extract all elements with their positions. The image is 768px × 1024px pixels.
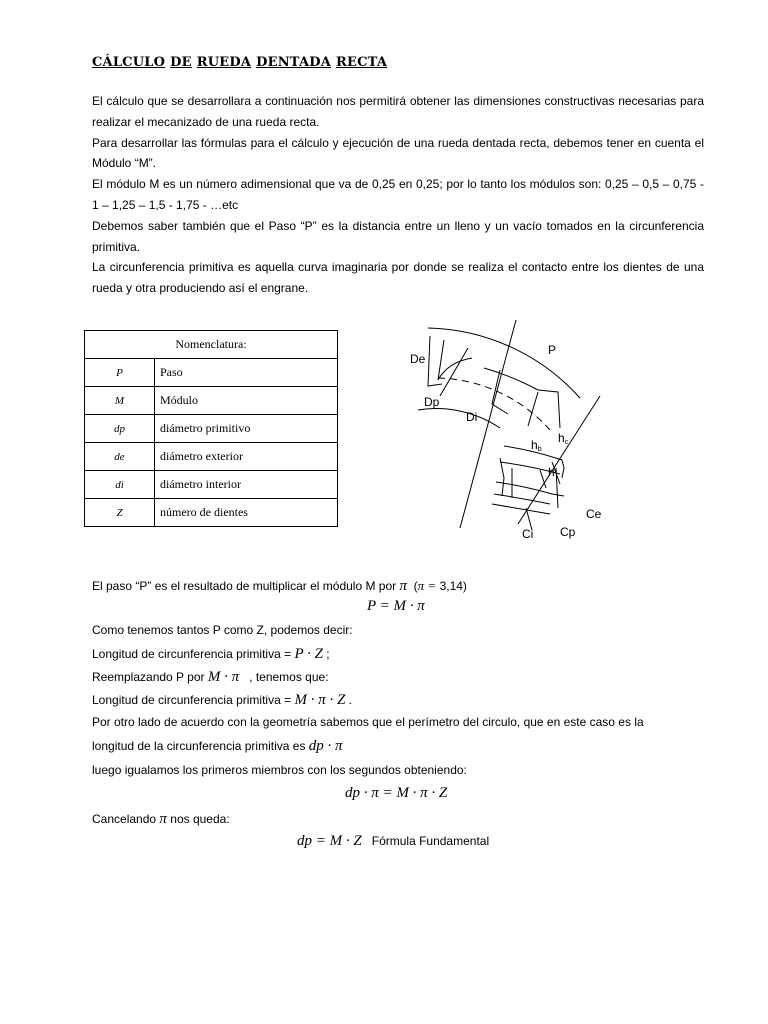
perimetro-text: longitud de la circunferencia primitiva es — [92, 739, 306, 753]
label-hc: hc — [558, 431, 569, 446]
intro-paragraph: Debemos saber también que el Paso “P” es la distancia entre un lleno y un vacío tomados en la circunferencia primitiva. — [92, 218, 704, 254]
intro-paragraph: La circunferencia primitiva es aquella curva imaginaria por donde se realiza el contacto entre los dientes de una rueda y otra produciendo así el engrane. — [92, 260, 704, 296]
fundamental-line — [297, 833, 489, 850]
formula-pz: P · Z — [294, 646, 323, 662]
label-p: P — [548, 343, 557, 357]
label-cp: Cp — [560, 525, 576, 539]
table-symbol: P — [85, 359, 155, 387]
table-symbol: M — [85, 387, 155, 415]
table-description: número de dientes — [155, 499, 338, 527]
pi-value: 3,14) — [439, 579, 467, 593]
table-row — [85, 471, 338, 499]
table-row — [85, 415, 338, 443]
pi-symbol: π — [399, 578, 407, 594]
table-symbol: de — [85, 443, 155, 471]
label-dp: Dp — [424, 395, 440, 409]
table-description: diámetro exterior — [155, 443, 338, 471]
table-row — [85, 499, 338, 527]
label-hb: hb — [531, 438, 542, 453]
paso-line — [92, 578, 467, 595]
reemplazando-text: , tenemos que: — [249, 670, 329, 684]
period: . — [348, 693, 352, 707]
label-ci: Ci — [522, 527, 534, 541]
longitud-line-1 — [92, 646, 330, 663]
dimension-tick — [556, 468, 558, 508]
paso-text: El paso “P” es el resultado de multiplicar el módulo M por — [92, 579, 397, 593]
tooth-outline — [492, 504, 550, 514]
radial-line — [460, 320, 516, 528]
table-description: diámetro primitivo — [155, 415, 338, 443]
formula-dppi: dp · π — [308, 738, 343, 754]
table-description: Paso — [155, 359, 338, 387]
longitud-text: Longitud de circunferencia primitiva = — [92, 693, 292, 707]
label-di: Di — [466, 410, 478, 424]
como-line: Como tenemos tantos P como Z, podemos decir: — [92, 623, 353, 637]
table-description: Módulo — [155, 387, 338, 415]
table-symbol: di — [85, 471, 155, 499]
intro-paragraph: Para desarrollar las fórmulas para el cálculo y ejecución de una rueda dentada recta, debemos tener en cuenta el Módulo “M”. — [92, 135, 704, 171]
fundamental-label: Fórmula Fundamental — [371, 834, 490, 848]
page-title — [92, 55, 392, 70]
table-header: Nomenclatura: — [85, 331, 338, 359]
title-word: RUEDA — [196, 55, 252, 70]
label-de: De — [410, 352, 426, 366]
table-row — [85, 359, 338, 387]
gear-diagram — [400, 318, 640, 548]
tooth-outline — [492, 370, 508, 414]
label-ce: Ce — [586, 507, 602, 521]
equation-igualdad: dp · π = M · π · Z — [345, 785, 448, 801]
cancelando-text: Cancelando — [92, 812, 157, 826]
formula-mpi: M · π — [207, 669, 240, 685]
equation-paso: P = M · π — [367, 598, 425, 614]
label-h: h — [548, 465, 555, 479]
tooth-outline — [500, 458, 504, 496]
title-word: DENTADA — [256, 55, 332, 70]
cancelando-text: nos queda: — [170, 812, 230, 826]
igualamos-line: luego igualamos los primeros miembros con los segundos obteniendo: — [92, 763, 467, 777]
cancelando-line — [92, 811, 230, 828]
pi-open: ( — [413, 579, 418, 593]
table-header-row — [85, 331, 338, 359]
intro-paragraph: El módulo M es un número adimensional que va de 0,25 en 0,25; por lo tanto los módulos son: 0,25 – 0,5 – 0,75 - 1 – 1,25 – 1,5 - 1,75 - …etc — [92, 177, 704, 212]
longitud-line-2 — [92, 692, 352, 709]
nomenclature-table — [84, 330, 338, 527]
perimetro-line-2 — [92, 738, 343, 755]
title-word: CÁLCULO — [92, 55, 166, 70]
pitch-circumference — [438, 378, 550, 430]
table-row — [85, 387, 338, 415]
table-symbol: Z — [85, 499, 155, 527]
table-symbol: dp — [85, 415, 155, 443]
reemplazando-text: Reemplazando P por — [92, 670, 205, 684]
perimetro-line-1: Por otro lado de acuerdo con la geometría sabemos que el perímetro del circulo, que en este caso es la — [92, 715, 644, 729]
formula-mpiz: M · π · Z — [294, 692, 346, 708]
intro-paragraph: El cálculo que se desarrollara a continuación nos permitirá obtener las dimensiones constructivas necesarias para realizar el mecanizado de una rueda recta. — [92, 94, 704, 129]
title-word: DE — [170, 55, 192, 70]
longitud-text: Longitud de circunferencia primitiva = — [92, 647, 292, 661]
tooth-outline — [438, 340, 472, 380]
tooth-outline — [528, 392, 538, 426]
equation-fundamental: dp = M · Z — [297, 833, 362, 849]
pi-symbol: π — [159, 811, 167, 827]
table-row — [85, 443, 338, 471]
tooth-outline — [496, 482, 564, 496]
table-description: diámetro interior — [155, 471, 338, 499]
pi-equation: π = — [417, 578, 437, 593]
title-word: RECTA — [336, 55, 388, 70]
semicolon: ; — [326, 647, 330, 661]
intro-text — [92, 91, 704, 299]
reemplazando-line — [92, 669, 329, 686]
